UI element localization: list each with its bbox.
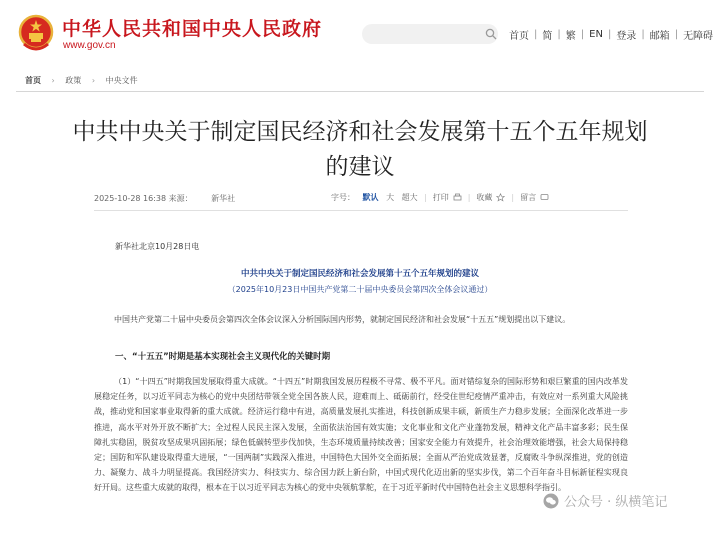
comment-button[interactable] <box>520 192 549 203</box>
site-header <box>0 0 720 66</box>
site-title[interactable]: 中华人民共和国中央人民政府 <box>62 18 323 40</box>
breadcrumb-separator: › <box>51 76 55 85</box>
nav-simplified-link[interactable]: 简 <box>542 31 553 42</box>
site-url: www.gov.cn <box>63 40 116 51</box>
nav-mail-link[interactable]: 邮箱 <box>649 31 670 42</box>
breadcrumb-policy[interactable]: 政策 <box>65 76 82 85</box>
nav-separator: | <box>607 29 612 40</box>
article-dateline: 新华社北京10月28日电 <box>115 242 200 251</box>
nav-accessibility-link[interactable]: 无障碍 <box>683 31 714 42</box>
page-title-line2: 的建议 <box>325 154 395 180</box>
print-label: 打印 <box>432 193 449 202</box>
top-navigation <box>509 27 713 42</box>
page-title-line1: 中共中央关于制定国民经济和社会发展第十五个五年规划 <box>72 119 648 145</box>
wechat-icon <box>543 493 559 509</box>
nav-separator: | <box>674 29 679 40</box>
font-size-label: 字号： <box>331 193 355 202</box>
print-button[interactable] <box>433 192 462 203</box>
font-size-large[interactable]: 大 <box>386 193 395 202</box>
body-paragraph: （1）“十四五”时期我国发展取得重大成就。“十四五”时期我国发展历程极不寻常、极不平凡。面对错综复杂的国际形势和艰巨繁重的国内改革发展稳定任务，以习近平同志为核心的党中央团结带领全党全国各族人民，迎难而上、砥砺前行，经受住世纪疫情严重冲击，有效应对一系列重大风险挑战，推动党和国家事业取得新的重大成就。经济运行稳中有进，高质量发展扎实推进，科技创新成果丰硕，新质生产力稳步发展；全面深化改革进一步推进，高水平对外开放不断扩大；全过程人民民主深入发展，全面依法治国有效实施；文化事业和文化产业蓬勃发展，精神文化产品丰富多彩；民生保障扎实稳固，脱贫攻坚成果巩固拓展；绿色低碳转型步伐加快，生态环境质量持续改善；国家安全能力有效提升，社会治理效能增强，社会大局保持稳定；国防和军队建设取得重大进展，“一国两制”实践深入推进，中国特色大国外交全面拓展；全面从严治党成效显著，反腐败斗争纵深推进，党的创造力、凝聚力、战斗力明显提高。我国经济实力、科技实力、综合国力跃上新台阶，中国式现代化迈出新的坚实步伐，第二个百年奋斗目标新征程实现良好开局。这些重大成就的取得，根本在于以习近平同志为核心的党中央领航掌舵，在于习近平新时代中国特色社会主义思想科学指引。 <box>94 377 628 493</box>
font-size-xlarge[interactable]: 超大 <box>401 193 418 202</box>
nav-separator: | <box>557 29 561 40</box>
nav-traditional-link[interactable]: 繁 <box>565 31 576 42</box>
nav-separator: | <box>580 29 585 40</box>
search-icon[interactable] <box>485 28 497 40</box>
section-heading: 一、“十五五”时期是基本实现社会主义现代化的关键时期 <box>115 352 331 362</box>
nav-separator: | <box>534 29 538 40</box>
nav-login-link[interactable]: 登录 <box>616 31 637 42</box>
publish-datetime: 2025-10-28 16:38 <box>94 194 167 203</box>
article-tools <box>418 192 549 203</box>
source-label: 来源： <box>168 194 193 203</box>
font-size-control <box>331 192 423 203</box>
breadcrumb-central-documents[interactable]: 中央文件 <box>105 76 138 85</box>
tools-separator: | <box>511 193 515 202</box>
header-divider <box>16 91 704 92</box>
breadcrumb-home[interactable]: 首页 <box>25 76 41 85</box>
nav-english-link[interactable]: EN <box>589 29 603 40</box>
favorite-label: 收藏 <box>476 193 493 202</box>
watermark-text: 公众号 · 纵横笔记 <box>564 495 668 510</box>
watermark <box>543 491 667 510</box>
nav-home-link[interactable]: 首页 <box>509 31 529 42</box>
source-name: 新华社 <box>211 194 236 203</box>
tools-separator: | <box>467 193 471 202</box>
intro-paragraph: 中国共产党第二十届中央委员会第四次全体会议深入分析国际国内形势，就制定国民经济和社会发展“十五五”规划提出以下建议。 <box>114 315 571 324</box>
star-icon <box>496 193 505 202</box>
favorite-button[interactable] <box>476 192 505 203</box>
print-icon <box>453 193 462 202</box>
national-emblem-icon[interactable] <box>18 14 54 52</box>
page-title <box>60 115 660 185</box>
document-heading: 中共中央关于制定国民经济和社会发展第十五个五年规划的建议 <box>240 269 479 279</box>
document-subheading: （2025年10月23日中国共产党第二十届中央委员会第四次全体会议通过） <box>227 285 493 294</box>
article-meta <box>94 193 235 204</box>
breadcrumb <box>25 75 138 86</box>
nav-separator: | <box>641 29 645 40</box>
breadcrumb-separator: › <box>91 76 96 85</box>
search-input[interactable] <box>362 24 498 44</box>
comment-icon <box>540 193 549 202</box>
meta-divider <box>94 210 628 211</box>
comment-label: 留言 <box>520 193 537 202</box>
font-size-default[interactable]: 默认 <box>362 193 379 202</box>
tools-separator: | <box>424 193 427 202</box>
